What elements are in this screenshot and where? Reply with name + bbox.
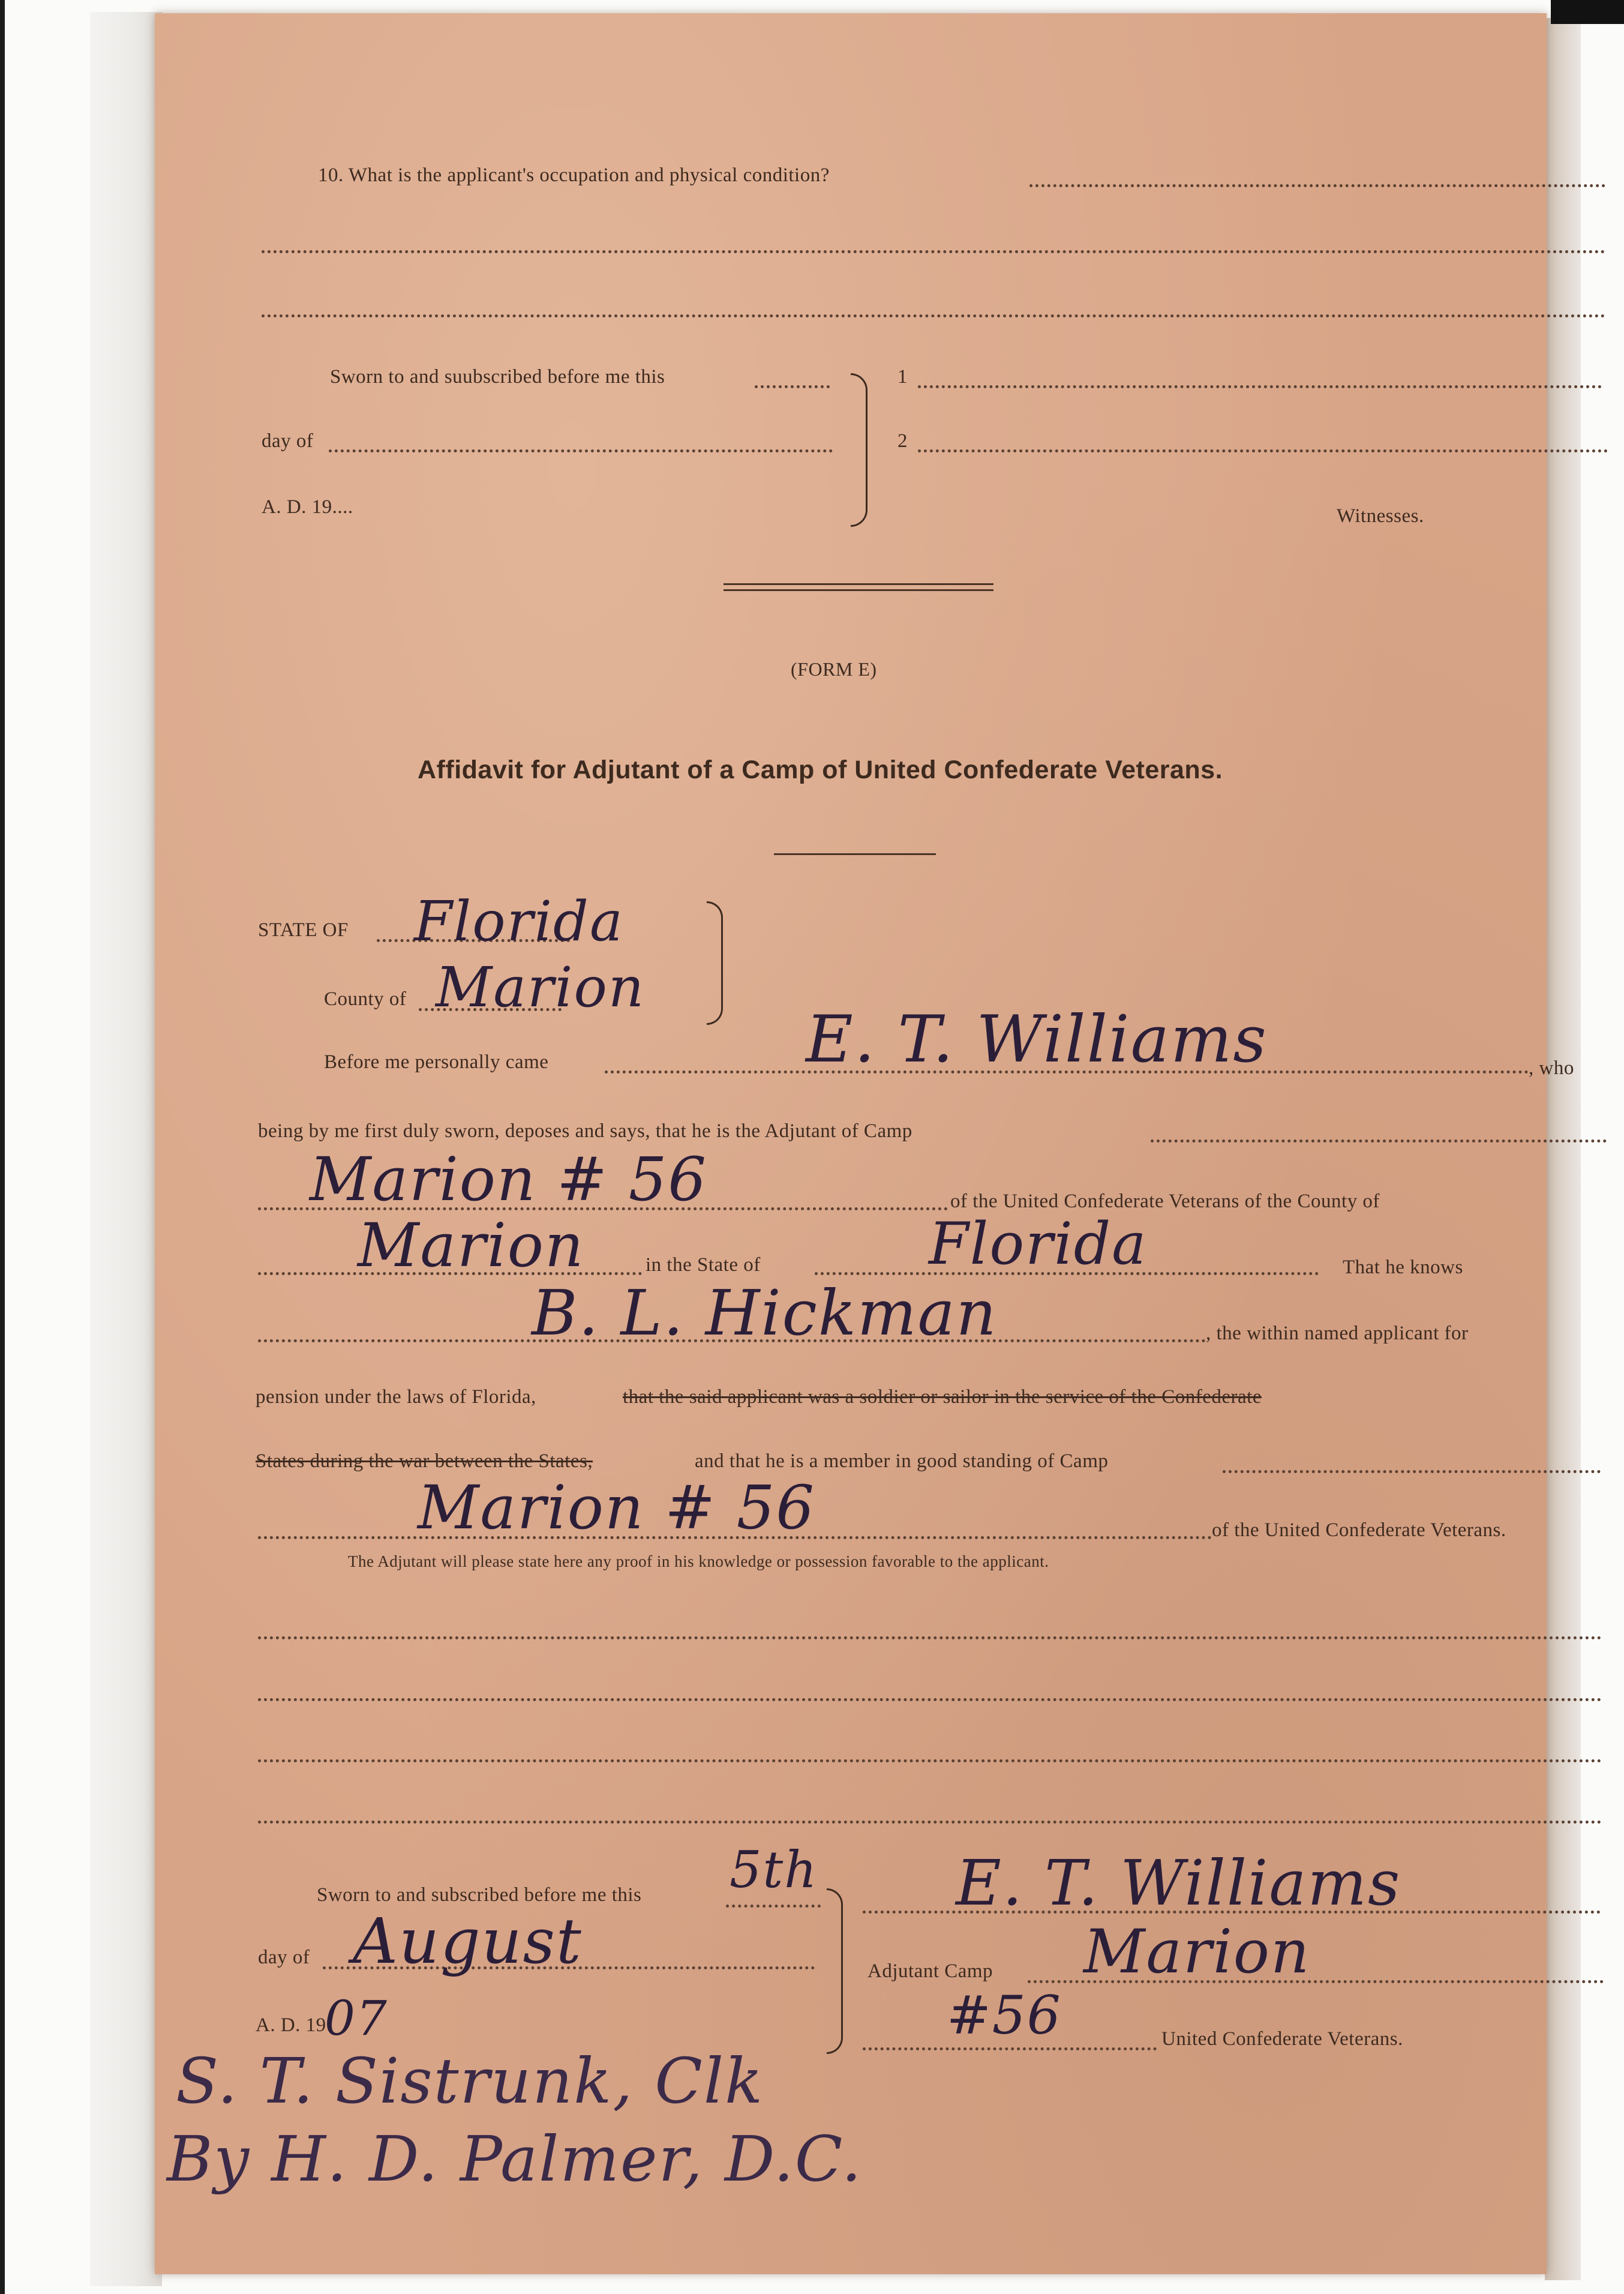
fill-line	[258, 1759, 1602, 1762]
divider	[774, 853, 936, 855]
divider	[724, 583, 993, 585]
brace	[707, 901, 723, 1025]
form-title: Affidavit for Adjutant of a Camp of United Confederate Veterans.	[418, 755, 1223, 784]
hw-camp-2: Marion # 56	[418, 1473, 816, 1543]
hw-month: August	[353, 1905, 583, 1978]
of-ucv-label: of the United Confederate Veterans.	[1212, 1519, 1506, 1541]
hw-state: Florida	[414, 889, 624, 953]
hw-signature: E. T. Williams	[956, 1846, 1401, 1920]
fill-line	[755, 385, 830, 388]
fill-line	[726, 1905, 821, 1908]
fill-line	[1151, 1139, 1607, 1142]
adjutant-camp-label: Adjutant Camp	[867, 1960, 993, 1982]
fill-line	[863, 2047, 1157, 2050]
being-by-me-label: being by me first duly sworn, deposes and says, that he is the Adjutant of Camp	[258, 1120, 912, 1142]
witnesses-label: Witnesses.	[1337, 505, 1424, 527]
within-named-label: , the within named applicant for	[1206, 1323, 1469, 1344]
fill-line	[918, 385, 1602, 388]
brace	[827, 1888, 843, 2054]
question-10: 10. What is the applicant's occupation and physical condition?	[318, 164, 830, 186]
hw-day: 5th	[730, 1840, 818, 1899]
plastic-sleeve-left	[90, 12, 162, 2286]
day-of-label-1: day of	[262, 430, 314, 452]
witness-num-1: 1	[897, 366, 908, 388]
ad-label-1: A. D. 19....	[262, 496, 353, 518]
of-ucv-county-label: of the United Confederate Veterans of the County of	[950, 1191, 1380, 1212]
county-of-label: County of	[324, 988, 407, 1010]
that-he-knows-label: That he knows	[1343, 1257, 1463, 1278]
sworn-label-1: Sworn to and suubscribed before me this	[330, 366, 665, 388]
struck-text-2: States during the war between the States,	[256, 1450, 593, 1472]
hw-clerk-signature: S. T. Sistrunk, Clk	[176, 2044, 764, 2118]
fill-line	[1223, 1470, 1601, 1473]
fill-line	[1029, 184, 1605, 187]
fill-line	[258, 1698, 1602, 1701]
scanner-edge-top	[1551, 0, 1624, 24]
fill-line	[918, 449, 1608, 452]
document-page	[155, 13, 1574, 2274]
ad-label-2: A. D. 19	[256, 2014, 326, 2036]
member-good-label: and that he is a member in good standing of Camp	[695, 1450, 1109, 1472]
scanner-edge	[0, 0, 5, 2294]
hw-deputy-signature: By H. D. Palmer, D.C.	[167, 2122, 863, 2196]
fill-line	[258, 1821, 1602, 1824]
hw-camp-number: #56	[947, 1984, 1062, 2046]
fill-line	[262, 250, 1605, 253]
form-label: (FORM E)	[791, 658, 877, 680]
hw-camp-1: Marion # 56	[310, 1144, 708, 1215]
hw-applicant: B. L. Hickman	[532, 1276, 998, 1350]
in-the-state-label: in the State of	[646, 1254, 761, 1276]
hw-county-2: Marion	[358, 1210, 585, 1281]
adjutant-note: The Adjutant will please state here any proof in his knowledge or possession favorable to the applicant.	[348, 1552, 1049, 1570]
divider	[724, 589, 993, 591]
day-of-label-2: day of	[258, 1947, 310, 1968]
hw-adj-camp: Marion	[1083, 1917, 1311, 1987]
fill-line	[262, 314, 1605, 317]
struck-text-1: that the said applicant was a soldier or sailor in the service of the Confederate	[623, 1386, 1262, 1408]
state-of-label: STATE OF	[258, 919, 349, 941]
plastic-sleeve-right	[1545, 18, 1581, 2280]
hw-year: 07	[325, 1990, 388, 2046]
who-label: , who	[1529, 1057, 1574, 1079]
fill-line	[258, 1636, 1602, 1639]
before-me-label: Before me personally came	[324, 1051, 549, 1073]
hw-county: Marion	[436, 955, 646, 1019]
pension-under-label: pension under the laws of Florida,	[256, 1386, 536, 1408]
sworn-label-2: Sworn to and subscribed before me this	[317, 1884, 642, 1906]
fill-line	[329, 449, 833, 452]
ucv-end-label: United Confederate Veterans.	[1161, 2028, 1403, 2050]
witness-num-2: 2	[897, 430, 908, 452]
hw-state-2: Florida	[929, 1210, 1148, 1278]
hw-affiant: E. T. Williams	[806, 1002, 1268, 1077]
brace	[851, 373, 867, 527]
